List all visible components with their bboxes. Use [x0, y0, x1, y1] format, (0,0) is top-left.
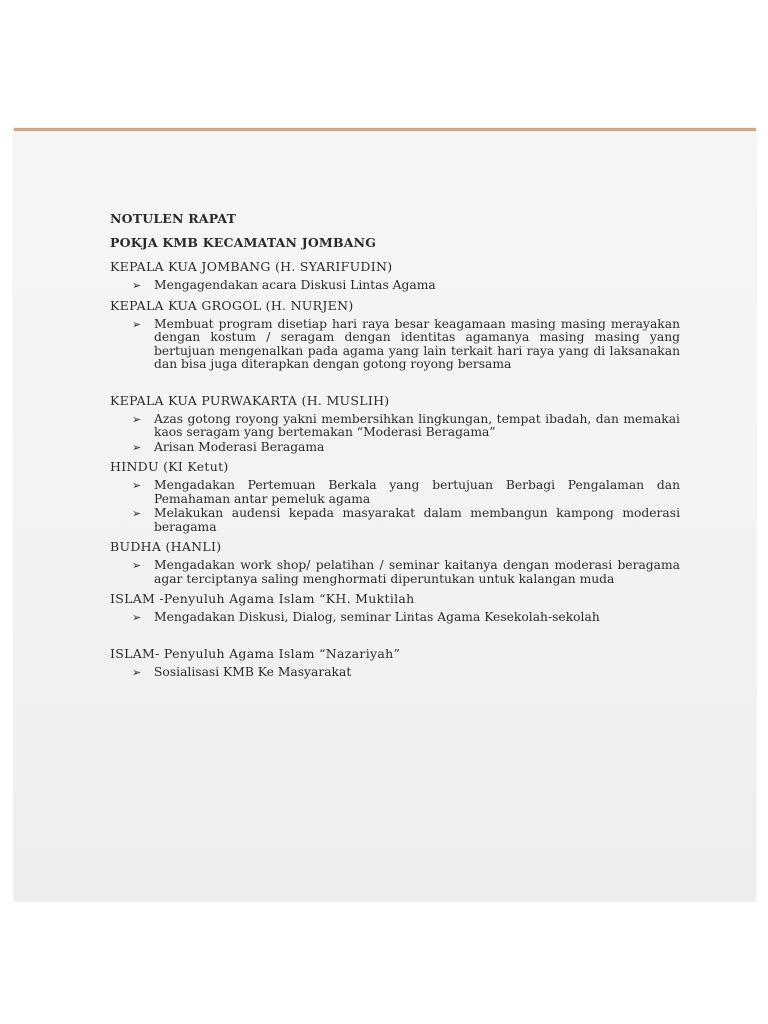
arrow-bullet-icon: ➢	[132, 317, 142, 331]
arrow-bullet-icon: ➢	[132, 479, 142, 492]
section-heading: ISLAM- Penyuluh Agama Islam “Nazariyah”	[110, 645, 401, 661]
arrow-bullet-icon: ➢	[132, 507, 142, 520]
arrow-bullet-icon: ➢	[132, 611, 142, 624]
list-item-text: Mengadakan Diskusi, Dialog, seminar Lintas Agama Kesekolah-sekolah	[154, 610, 600, 624]
section-heading: HINDU (KI Ketut)	[110, 459, 229, 474]
item-list	[110, 318, 680, 372]
item-list	[110, 479, 680, 534]
item-list	[110, 413, 680, 455]
list-item	[132, 479, 680, 506]
document-title: NOTULEN RAPAT	[110, 211, 237, 226]
list-item	[132, 413, 680, 440]
list-item-text: Melakukan audensi kepada masyarakat dalam membangun kampong moderasi beragama	[154, 506, 680, 534]
list-item-text: Azas gotong royong yakni membersihkan lingkungan, tempat ibadah, dan memakai kaos seragam yang bertemakan “Moderasi Beragama”	[154, 411, 680, 439]
list-item	[132, 666, 680, 680]
arrow-bullet-icon: ➢	[132, 665, 142, 679]
item-list	[110, 559, 680, 586]
item-list	[110, 666, 680, 680]
document-content	[110, 211, 680, 684]
item-list	[110, 611, 680, 625]
list-item	[132, 441, 680, 455]
arrow-bullet-icon: ➢	[132, 412, 142, 426]
document-page	[14, 128, 756, 901]
list-item	[132, 279, 680, 293]
list-item-text: Sosialisasi KMB Ke Masyarakat	[154, 664, 352, 679]
list-item-text: Arisan Moderasi Beragama	[154, 439, 325, 454]
item-list	[110, 279, 680, 293]
section-heading: KEPALA KUA JOMBANG (H. SYARIFUDIN)	[110, 259, 393, 274]
list-item	[132, 318, 680, 372]
list-item	[132, 559, 680, 586]
list-item-text: Mengagendakan acara Diskusi Lintas Agama	[154, 278, 436, 292]
arrow-bullet-icon: ➢	[132, 440, 142, 454]
list-item-text: Membuat program disetiap hari raya besar keagamaan masing masing merayakan dengan kostum / seragam dengan identitas agamanya masing masing yang bertujuan mengenalkan pada agama yang lain terkait hari raya yang di laksanakan dan bisa juga diterapkan dengan gotong royong bersama	[154, 316, 680, 371]
section-heading: KEPALA KUA GROGOL (H. NURJEN)	[110, 297, 354, 313]
arrow-bullet-icon: ➢	[132, 279, 142, 292]
document-subtitle: POKJA KMB KECAMATAN JOMBANG	[110, 235, 377, 250]
list-item-text: Mengadakan work shop/ pelatihan / seminar kaitanya dengan moderasi beragama agar terciptanya saling menghormati diperuntukan untuk kalangan muda	[154, 558, 680, 586]
spacer	[110, 630, 680, 646]
arrow-bullet-icon: ➢	[132, 559, 142, 572]
section-heading: BUDHA (HANLI)	[110, 539, 222, 554]
section-heading: ISLAM -Penyuluh Agama Islam “KH. Muktilah	[110, 591, 415, 606]
list-item	[132, 507, 680, 534]
list-item-text: Mengadakan Pertemuan Berkala yang bertujuan Berbagi Pengalaman dan Pemahaman antar pemeluk agama	[154, 478, 680, 506]
spacer	[110, 377, 680, 393]
list-item	[132, 611, 680, 625]
section-heading: KEPALA KUA PURWAKARTA (H. MUSLIH)	[110, 392, 390, 408]
